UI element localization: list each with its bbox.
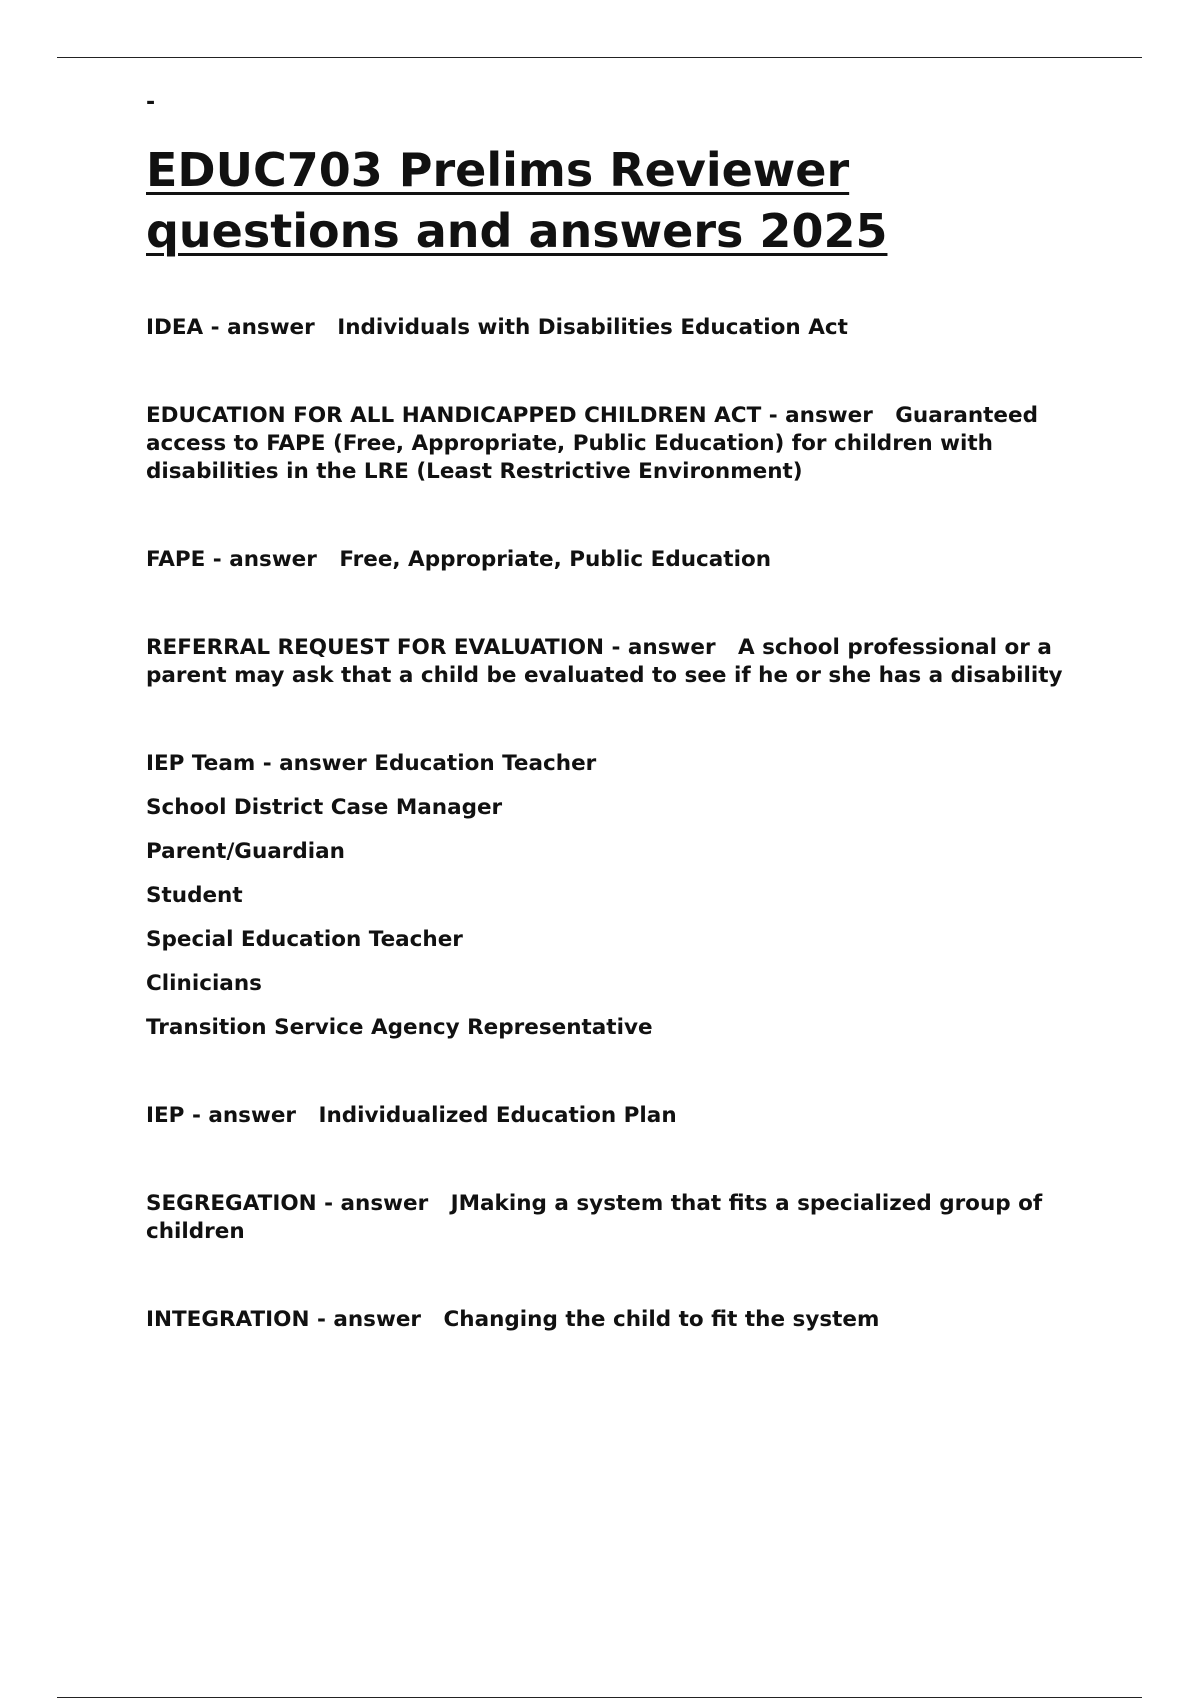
qa-term: SEGREGATION (146, 1191, 317, 1216)
qa-separator: - answer (184, 1103, 319, 1128)
qa-separator: - answer (316, 1191, 451, 1216)
qa-item-integration (146, 1306, 1096, 1334)
bottom-rule (57, 1697, 1142, 1698)
qa-separator: - answer (761, 403, 896, 428)
iep-team-member: Special Education Teacher (146, 927, 463, 952)
dash-marker: - (146, 90, 156, 115)
qa-term: EDUCATION FOR ALL HANDICAPPED CHILDREN ACT (146, 403, 762, 428)
qa-item-idea (146, 314, 1096, 342)
iep-team-member: School District Case Manager (146, 795, 503, 820)
qa-term: IDEA (146, 315, 204, 340)
qa-term: INTEGRATION (146, 1307, 310, 1332)
qa-separator: - answer (205, 547, 340, 572)
qa-item-iep (146, 1102, 1096, 1130)
top-rule (57, 57, 1142, 58)
qa-answer: JMaking a system that fits a specialized group of children (146, 1191, 1043, 1244)
title-line-1: EDUC703 Prelims Reviewer (146, 143, 850, 197)
title-line-2: questions and answers 2025 (146, 204, 888, 258)
iep-team-member: Clinicians (146, 971, 262, 996)
qa-answer: Individualized Education Plan (318, 1103, 677, 1128)
qa-term: IEP (146, 1103, 185, 1128)
qa-answer: Education Teacher (374, 751, 597, 776)
qa-separator: - answer (203, 315, 338, 340)
qa-answer: Individuals with Disabilities Education Act (337, 315, 848, 340)
qa-term: IEP Team (146, 751, 256, 776)
iep-team-member: Student (146, 883, 243, 908)
document-body (146, 90, 1096, 1394)
qa-separator: - answer (255, 751, 375, 776)
qa-item-iep-team (146, 750, 1096, 1042)
qa-term: FAPE (146, 547, 206, 572)
qa-item-fape (146, 546, 1096, 574)
qa-answer: Free, Appropriate, Public Education (339, 547, 772, 572)
qa-separator: - answer (604, 635, 739, 660)
qa-term: REFERRAL REQUEST FOR EVALUATION (146, 635, 604, 660)
document-title (146, 140, 1096, 262)
qa-answer: Changing the child to fit the system (443, 1307, 880, 1332)
qa-separator: - answer (309, 1307, 444, 1332)
qa-item-education-for-all (146, 402, 1096, 486)
qa-item-segregation (146, 1190, 1096, 1246)
qa-item-referral-request (146, 634, 1096, 690)
iep-team-first-line (146, 750, 1096, 778)
qa-answer: Guaranteed access to FAPE (Free, Appropriate, Public Education) for children with disabilities in the LRE (Least Restrictive Environment) (146, 403, 1038, 484)
qa-list (146, 314, 1096, 1334)
iep-team-member: Transition Service Agency Representative (146, 1015, 653, 1040)
qa-answer: A school professional or a parent may ask that a child be evaluated to see if he or she has a disability (146, 635, 1063, 688)
iep-team-member: Parent/Guardian (146, 839, 345, 864)
